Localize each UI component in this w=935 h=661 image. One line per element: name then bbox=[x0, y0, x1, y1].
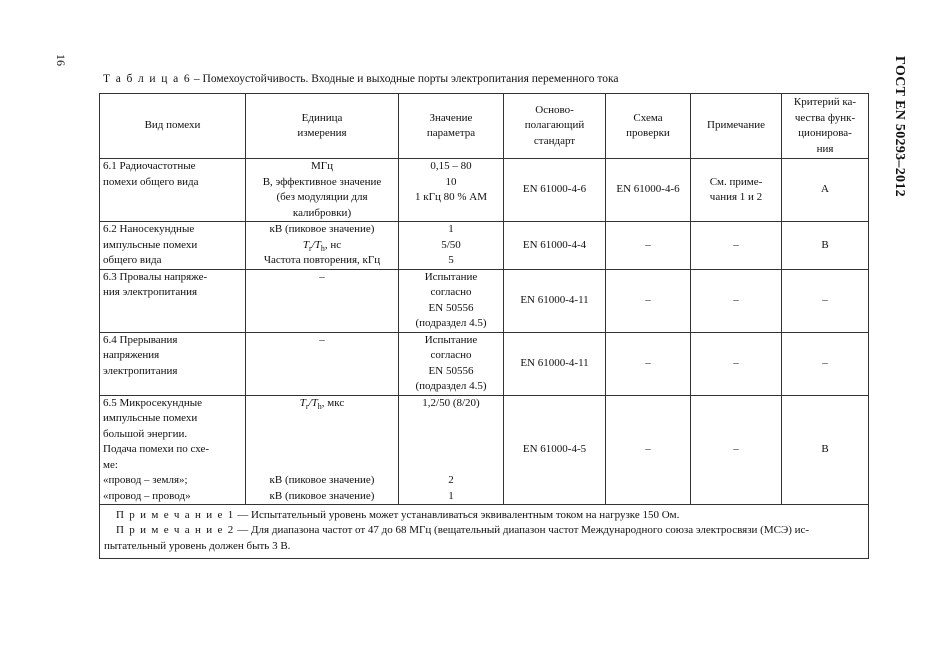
header-standard-text: Осново- полагающий стандарт bbox=[524, 103, 585, 147]
row-unit-line bbox=[249, 238, 395, 254]
row-value-cell bbox=[399, 395, 504, 505]
row-criterion-cell: В bbox=[782, 395, 869, 505]
row-unit-line bbox=[249, 396, 395, 412]
table-row bbox=[100, 222, 869, 270]
row-value-line: (подраздел 4.5) bbox=[415, 317, 487, 329]
row-name-line: ме: bbox=[103, 458, 118, 471]
note-2-head: П р и м е ч а н и е 2 bbox=[116, 524, 235, 537]
symbol-sub: r bbox=[308, 243, 312, 253]
symbol-sub: h bbox=[317, 401, 322, 411]
header-criterion-text: Критерий ка- чества функ- ционирова- ния bbox=[793, 96, 857, 155]
symbol-t: /T bbox=[311, 238, 321, 251]
row-unit-cell bbox=[246, 395, 399, 505]
row-name-cell bbox=[100, 395, 246, 505]
row-note-cell: – bbox=[691, 222, 782, 270]
row-criterion-cell: – bbox=[782, 332, 869, 395]
row-standard-cell: EN 61000-4-6 bbox=[504, 159, 606, 222]
row-name-line: общего вида bbox=[103, 254, 162, 266]
row-name-line: «провод – земля»; bbox=[103, 474, 188, 486]
row-name-line: помехи общего вида bbox=[103, 175, 199, 188]
row-value-line: 10 bbox=[445, 175, 457, 188]
header-criterion bbox=[782, 94, 869, 159]
row-standard-cell: EN 61000-4-11 bbox=[504, 332, 606, 395]
row-name-line: напряжения bbox=[103, 349, 160, 361]
row-note-cell: – bbox=[691, 395, 782, 505]
row-value-line: Испытание bbox=[424, 270, 478, 283]
row-name-line: импульсные помехи bbox=[103, 412, 198, 424]
table-row bbox=[100, 332, 869, 395]
row-criterion-cell: В bbox=[782, 222, 869, 270]
row-value-line: согласно bbox=[430, 286, 472, 298]
row-name-line: импульсные помехи bbox=[103, 238, 198, 251]
row-standard-cell: EN 61000-4-5 bbox=[504, 395, 606, 505]
note-1-head: П р и м е ч а н и е 1 bbox=[116, 508, 235, 521]
row-value-cell bbox=[399, 159, 504, 222]
row-name-line: электропитания bbox=[103, 364, 178, 377]
row-name-line: 6.2 Наносекундные bbox=[103, 223, 195, 235]
note-1-text: — Испытательный уровень может устанавливаться эквивалентным током на нагрузке 150 Ом. bbox=[234, 508, 680, 521]
row-value-line: (подраздел 4.5) bbox=[415, 380, 487, 392]
row-name-line: 6.3 Провалы напряже- bbox=[103, 270, 208, 283]
row-name-cell bbox=[100, 159, 246, 222]
row-unit-cell bbox=[246, 159, 399, 222]
row-name-cell bbox=[100, 269, 246, 332]
row-scheme-cell: EN 61000-4-6 bbox=[606, 159, 691, 222]
row-unit-cell: – bbox=[246, 269, 399, 332]
symbol-t: T bbox=[302, 238, 309, 251]
note-1 bbox=[104, 508, 864, 524]
row-unit-line: В, эффективное значение bbox=[262, 175, 382, 188]
symbol-sub: r bbox=[305, 401, 309, 411]
row-scheme-cell: – bbox=[606, 269, 691, 332]
row-name-line: 6.1 Радиочастотные bbox=[103, 160, 196, 172]
symbol-t: /T bbox=[308, 396, 318, 409]
symbol-t: T bbox=[299, 396, 306, 409]
row-name-cell bbox=[100, 222, 246, 270]
row-value-line: 1 кГц 80 % АМ bbox=[415, 191, 487, 203]
symbol-sub: h bbox=[320, 243, 325, 253]
row-scheme-cell: – bbox=[606, 332, 691, 395]
row-name-line: Подача помехи по схе- bbox=[103, 443, 209, 455]
row-standard-cell: EN 61000-4-4 bbox=[504, 222, 606, 270]
row-unit-cell bbox=[246, 222, 399, 270]
header-unit bbox=[246, 94, 399, 159]
table-header-row bbox=[100, 94, 869, 159]
row-unit-line: кВ (пиковое значение) bbox=[269, 223, 375, 235]
document-code: ГОСТ EN 50293–2012 bbox=[892, 56, 907, 197]
row-name-cell bbox=[100, 332, 246, 395]
header-standard bbox=[504, 94, 606, 159]
interference-immunity-table bbox=[99, 93, 869, 559]
row-value-line: 1,2/50 (8/20) bbox=[422, 396, 480, 409]
row-note-line: чания 1 и 2 bbox=[709, 191, 763, 203]
header-value-text: Значение параметра bbox=[426, 111, 476, 139]
row-value-line: Испытание bbox=[424, 333, 478, 346]
row-value-line: EN 50556 bbox=[428, 364, 474, 377]
row-unit-cell: – bbox=[246, 332, 399, 395]
notes-cell bbox=[100, 505, 869, 559]
row-note-line: См. приме- bbox=[709, 175, 763, 188]
symbol-tail: , нс bbox=[324, 238, 342, 251]
table-caption-text: – Помехоустойчивость. Входные и выходные порты электропитания переменного тока bbox=[191, 73, 619, 85]
row-name-line: 6.4 Прерывания bbox=[103, 333, 178, 346]
row-note-cell: – bbox=[691, 269, 782, 332]
row-value-cell bbox=[399, 332, 504, 395]
page-number: 16 bbox=[54, 54, 68, 66]
note-2-text: — Для диапазона частот от 47 до 68 МГц (вещательный диапазон частот Международного союза электросвязи (МСЭ) ис-пытательный уровень должен быть 3 В. bbox=[104, 524, 810, 552]
row-criterion-cell: – bbox=[782, 269, 869, 332]
table-notes-row bbox=[100, 505, 869, 559]
header-scheme-text: Схема проверки bbox=[626, 111, 670, 139]
table-caption bbox=[103, 73, 618, 85]
row-value-line: 0,15 – 80 bbox=[430, 160, 472, 172]
note-2 bbox=[104, 523, 864, 554]
header-scheme bbox=[606, 94, 691, 159]
row-value-line: 5 bbox=[448, 254, 454, 266]
row-standard-cell: EN 61000-4-11 bbox=[504, 269, 606, 332]
row-note-cell: – bbox=[691, 332, 782, 395]
header-interference-type bbox=[100, 94, 246, 159]
symbol-tail: , мкс bbox=[321, 396, 345, 409]
row-unit-line: калибровки) bbox=[292, 206, 352, 219]
row-unit-line: кВ (пиковое значение) bbox=[269, 474, 375, 486]
row-name-line: ния электропитания bbox=[103, 286, 198, 298]
table-row bbox=[100, 395, 869, 505]
row-value-line: EN 50556 bbox=[428, 301, 474, 314]
row-unit-line: Частота повторения, кГц bbox=[263, 254, 381, 266]
header-note bbox=[691, 94, 782, 159]
row-criterion-cell: А bbox=[782, 159, 869, 222]
row-value-line: 1 bbox=[448, 489, 454, 502]
row-scheme-cell: – bbox=[606, 222, 691, 270]
row-value-line: согласно bbox=[430, 349, 472, 361]
row-name-line: «провод – провод» bbox=[103, 489, 191, 502]
row-name-line: 6.5 Микросекундные bbox=[103, 396, 203, 409]
header-interference-type-text: Вид помехи bbox=[144, 119, 201, 132]
row-name-line: большой энергии. bbox=[103, 427, 188, 440]
header-unit-text: Единица измерения bbox=[297, 111, 347, 139]
row-unit-line: кВ (пиковое значение) bbox=[269, 489, 375, 502]
row-unit-line: МГц bbox=[310, 160, 334, 172]
table-row bbox=[100, 159, 869, 222]
row-note-cell bbox=[691, 159, 782, 222]
row-unit-line: (без модуляции для bbox=[276, 191, 368, 203]
table-row bbox=[100, 269, 869, 332]
table-caption-label: Т а б л и ц а 6 bbox=[103, 73, 192, 85]
header-value bbox=[399, 94, 504, 159]
row-value-line: 2 bbox=[448, 474, 454, 486]
row-value-cell bbox=[399, 269, 504, 332]
row-value-line: 5/50 bbox=[441, 238, 461, 251]
row-value-line: 1 bbox=[448, 223, 454, 235]
header-note-text: Примечание bbox=[707, 119, 765, 132]
row-value-cell bbox=[399, 222, 504, 270]
row-scheme-cell: – bbox=[606, 395, 691, 505]
